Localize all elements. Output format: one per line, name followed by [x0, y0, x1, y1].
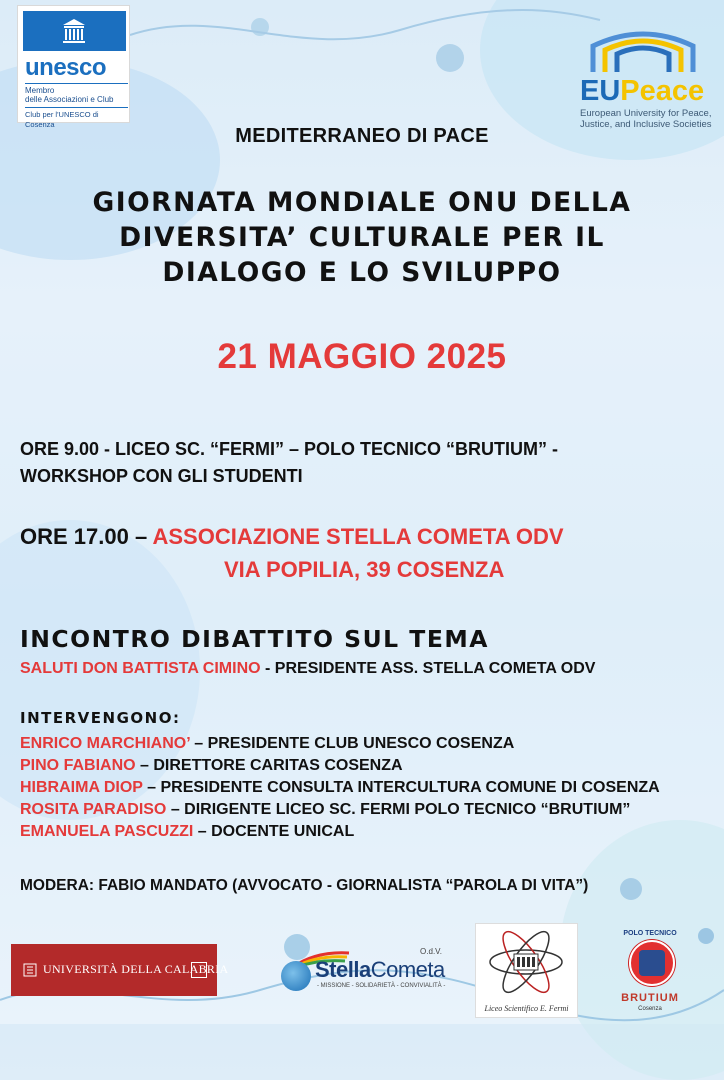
- unesco-club-label: Club per l'UNESCO di Cosenza: [25, 110, 99, 129]
- decorative-dot: [620, 878, 642, 900]
- speaker-name: ROSITA PARADISO: [20, 801, 167, 818]
- list-item: [20, 799, 660, 821]
- speaker-name: ENRICO MARCHIANO’: [20, 735, 190, 752]
- eupeace-logo: [578, 28, 718, 136]
- unesco-member-label: Membro: [25, 86, 55, 95]
- decorative-dot: [698, 928, 714, 944]
- eupeace-tagline: European University for Peace, Justice, and Inclusive Societies: [580, 108, 712, 130]
- evening-venue: ASSOCIAZIONE STELLA COMETA ODV: [152, 524, 564, 549]
- arch-icon: [583, 28, 713, 74]
- greetings-line: [20, 660, 595, 678]
- unesco-member-label: delle Associazioni e Club: [25, 95, 114, 104]
- morning-schedule: [20, 436, 710, 490]
- speaker-name: EMANUELA PASCUZZI: [20, 823, 194, 840]
- divider: [25, 107, 128, 108]
- list-item: [20, 821, 660, 843]
- evening-schedule: [20, 520, 710, 586]
- speaker-role: – PRESIDENTE CLUB UNESCO COSENZA: [189, 735, 515, 752]
- unical-logo: [11, 944, 229, 996]
- debate-heading: INCONTRO DIBATTITO SUL TEMA: [20, 625, 489, 653]
- brutium-top-label: POLO TECNICO: [623, 930, 677, 937]
- title-line: GIORNATA MONDIALE ONU DELLA: [92, 187, 632, 218]
- unical-emblem-icon: [23, 963, 37, 977]
- polo-tecnico-brutium-logo: [615, 930, 685, 1020]
- moderator-line: MODERA: FABIO MANDATO (AVVOCATO - GIORNALISTA “PAROLA DI VITA”): [20, 877, 589, 894]
- brutium-city: Cosenza: [638, 1006, 662, 1012]
- atom-icon: [476, 928, 577, 998]
- speakers-heading: INTERVENGONO:: [20, 709, 181, 727]
- stella-cometa-logo: [279, 947, 444, 995]
- event-date: 21 MAGGIO 2025: [217, 337, 507, 376]
- list-item: [20, 733, 660, 755]
- speaker-role: – DIRETTORE CARITAS COSENZA: [135, 757, 403, 774]
- brutium-emblem: [639, 950, 665, 976]
- liceo-fermi-logo: [475, 923, 578, 1018]
- speaker-name: HIBRAIMA DIOP: [20, 779, 143, 796]
- liceo-fermi-name: Liceo Scientifico E. Fermi: [484, 1004, 569, 1013]
- list-item: [20, 755, 660, 777]
- eupeace-wordmark: EUPeace: [580, 75, 705, 107]
- unesco-emblem: [23, 11, 126, 51]
- evening-time: ORE 17.00 –: [20, 524, 153, 549]
- title-line: DIVERSITA’ CULTURALE PER IL: [119, 222, 605, 253]
- temple-icon: [23, 11, 126, 51]
- list-item: [20, 777, 660, 799]
- evening-address: VIA POPILIA, 39 COSENZA: [224, 557, 505, 582]
- speaker-role: – DOCENTE UNICAL: [193, 823, 355, 840]
- unesco-logo: [17, 5, 130, 129]
- speaker-role: – DIRIGENTE LICEO SC. FERMI POLO TECNICO “BRUTIUM”: [166, 801, 631, 818]
- stella-motto: - MISSIONE - SOLIDARIETÀ - CONVIVIALITÀ -: [317, 983, 446, 989]
- speaker-role: - PRESIDENTE ASS. STELLA COMETA ODV: [260, 660, 596, 677]
- unical-name: UNIVERSITÀ DELLA CALABRIA: [43, 962, 229, 976]
- speaker-role: – PRESIDENTE CONSULTA INTERCULTURA COMUNE DI COSENZA: [142, 779, 660, 796]
- unesco-wordmark: unesco: [25, 54, 107, 81]
- divider: [25, 83, 128, 84]
- speaker-name: SALUTI DON BATTISTA CIMINO: [20, 660, 261, 677]
- title-line: DIALOGO E LO SVILUPPO: [162, 257, 562, 288]
- speakers-list: [20, 733, 660, 843]
- schedule-line: ORE 9.00 - LICEO SC. “FERMI” – POLO TECNICO “BRUTIUM” -: [20, 439, 559, 459]
- stella-odv-label: O.d.V.: [420, 947, 442, 956]
- brutium-shield-icon: [629, 940, 675, 986]
- subtitle: MEDITERRANEO DI PACE: [235, 125, 489, 147]
- brutium-name: BRUTIUM: [621, 992, 679, 1004]
- stella-cometa-wordmark: StellaCometa: [315, 957, 445, 982]
- event-title: [0, 185, 724, 290]
- globe-icon: [281, 961, 311, 991]
- speaker-name: PINO FABIANO: [20, 757, 136, 774]
- schedule-line: WORKSHOP CON GLI STUDENTI: [20, 466, 303, 486]
- unical-mark-icon: [191, 962, 207, 978]
